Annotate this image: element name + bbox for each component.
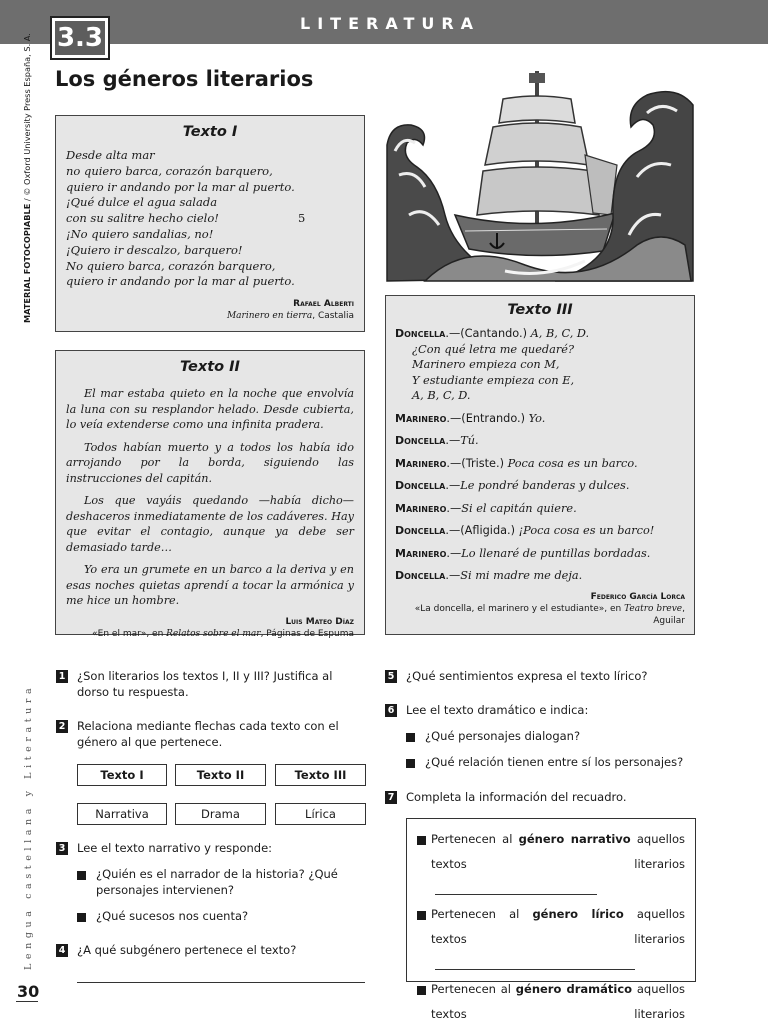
fill-in-line[interactable]	[435, 956, 635, 970]
speaker: Marinero	[395, 546, 447, 560]
summary-item-dramatico	[417, 977, 685, 1024]
question-number: 3	[56, 842, 68, 855]
prose-paragraph: Los que vayáis quedando —había dicho— deshaceros inmediatamente de los cadáveres. Hay que evitar el contagio, aunque ya debe ser demasiado tarde…	[66, 494, 354, 554]
texto-2-box	[55, 350, 365, 639]
speaker: Doncella	[395, 569, 446, 582]
question-text: Lee el texto dramático e indica:	[406, 703, 589, 717]
dash: .—	[445, 569, 461, 582]
spoken-line: Poca cosa es un barco.	[507, 456, 638, 470]
question-text: Relaciona mediante flechas cada texto con el género al que pertenece.	[77, 719, 339, 749]
bullet-icon	[417, 836, 426, 845]
match-text-2[interactable]: Texto II	[175, 764, 266, 786]
prose-paragraph: Yo era un grumete en un barco a la deriva y en esas noches quietas aprendí a tocar la armónica y me hice un hombre.	[66, 563, 354, 607]
prose-paragraph: Todos habían muerto y a todos los había ido arrojando por la borda, siguiendo las instrucciones del capitán.	[66, 440, 354, 485]
sub-question-text: ¿Quién es el narrador de la historia? ¿Qué personajes intervienen?	[96, 867, 338, 897]
page-number-rule	[16, 1001, 38, 1002]
poem-line: ¡Qué dulce el agua salada	[66, 195, 218, 210]
bullet-icon	[406, 759, 415, 768]
item-genre: género dramático	[515, 982, 633, 996]
copyright-note	[22, 33, 32, 323]
speaker: Doncella	[395, 434, 446, 447]
texto-1-box	[55, 115, 365, 332]
dash: .—	[446, 456, 462, 470]
poem-line: con su salitre hecho cielo!	[66, 211, 219, 226]
poem-line: quiero ir andando por la mar al puerto.	[66, 274, 295, 289]
stage-direction: (Triste.)	[461, 456, 508, 470]
question-number: 1	[56, 670, 68, 683]
dialogue-line	[395, 411, 685, 427]
dialogue-line	[395, 523, 685, 539]
citation-work: Teatro breve	[624, 603, 683, 614]
citation-work: Relatos sobre el mar	[166, 628, 261, 639]
bullet-icon	[77, 871, 86, 880]
item-genre: género lírico	[532, 907, 624, 921]
poem-line: no quiero barca, corazón barquero,	[66, 163, 273, 178]
question-2	[56, 719, 366, 750]
citation-work-pre: «La doncella, el marinero y el estudiante», en	[414, 603, 625, 614]
spoken-line: Tú.	[460, 434, 479, 447]
question-7	[385, 790, 695, 806]
bullet-icon	[417, 911, 426, 920]
question-6-sub-2	[406, 755, 696, 771]
dash: .—	[445, 327, 461, 340]
copyright-bold: MATERIAL FOTOCOPIABLE	[22, 203, 32, 323]
question-text: Lee el texto narrativo y responde:	[77, 841, 273, 855]
question-text: ¿Qué sentimientos expresa el texto lírico?	[406, 669, 648, 683]
speaker: Doncella	[395, 524, 446, 537]
section-title: LITERATURA	[300, 14, 481, 33]
speaker: Marinero	[395, 501, 447, 515]
spoken-line: Le pondré banderas y dulces.	[460, 479, 630, 492]
citation-publisher: , Páginas de Espuma	[260, 628, 354, 639]
stage-direction: (Cantando.)	[460, 327, 531, 340]
item-genre: género narrativo	[518, 832, 631, 846]
poem-line: Desde alta mar	[66, 148, 155, 162]
continuation-line: A, B, C, D.	[412, 389, 471, 402]
subject-label: Lengua castellana y Literatura	[23, 683, 34, 970]
prose-paragraph: El mar estaba quieto en la noche que envolvía la luna con su resplandor helado. Desde cubierta, lo veía extenderse como una infinita pradera.	[66, 387, 354, 431]
line-number: 5	[298, 211, 306, 226]
dialogue-line	[395, 568, 685, 584]
speaker: Doncella	[395, 479, 446, 492]
unit-badge	[52, 18, 108, 58]
continuation-line: Marinero empieza con M,	[412, 358, 560, 371]
dialogue-line	[395, 546, 685, 562]
dialogue-line	[395, 456, 685, 472]
bullet-icon	[77, 913, 86, 922]
fill-in-line[interactable]	[435, 881, 597, 895]
copyright-rest: / © Oxford University Press España, S. A.	[22, 33, 32, 204]
page-title: Los géneros literarios	[55, 67, 314, 91]
speaker: Marinero	[395, 411, 447, 425]
question-3-sub-2	[77, 909, 366, 925]
match-genre-narrativa[interactable]: Narrativa	[77, 803, 167, 825]
texto-1-citation	[66, 298, 354, 322]
spoken-line: Yo.	[528, 411, 546, 425]
question-3-sub-1	[77, 867, 366, 898]
bullet-icon	[406, 733, 415, 742]
dash: .—	[445, 524, 461, 537]
question-1	[56, 669, 366, 700]
question-4	[56, 943, 366, 959]
question-5	[385, 669, 695, 685]
texto-3-citation	[395, 591, 685, 627]
poem-line: ¡No quiero sandalias, no!	[66, 226, 214, 241]
match-text-3[interactable]: Texto III	[275, 764, 366, 786]
citation-author: Federico García Lorca	[590, 591, 685, 602]
spoken-line: Si mi madre me deja.	[460, 569, 583, 582]
question-text: ¿A qué subgénero pertenece el texto?	[77, 943, 297, 957]
match-genre-lirica[interactable]: Lírica	[275, 803, 366, 825]
unit-number: 3.3	[56, 23, 104, 53]
question-number: 2	[56, 720, 68, 733]
texto-2-citation	[66, 616, 354, 640]
question-3	[56, 841, 366, 857]
item-post: aquellos textos literarios	[431, 982, 685, 1021]
question-number: 5	[385, 670, 397, 683]
spoken-line: ¡Poca cosa es un barco!	[518, 524, 655, 537]
texto-3-box	[385, 295, 695, 635]
poem-line-numbered	[66, 211, 354, 227]
summary-item-lirico	[417, 902, 685, 977]
question-6	[385, 703, 695, 719]
dash: .—	[445, 479, 461, 492]
citation-work: Marinero en tierra	[226, 311, 313, 322]
citation-work-pre: «En el mar», en	[92, 628, 167, 639]
match-text-1[interactable]: Texto I	[77, 764, 167, 786]
item-pre: Pertenecen al	[431, 832, 519, 846]
dash: .—	[446, 411, 462, 425]
sub-question-text: ¿Qué personajes dialogan?	[425, 729, 581, 743]
dialogue-line	[395, 433, 685, 449]
citation-author: Rafael Alberti	[293, 299, 354, 310]
poem-line: No quiero barca, corazón barquero,	[66, 258, 276, 273]
dialogue-line	[395, 326, 685, 404]
page-number: 30	[17, 982, 40, 1001]
question-6-sub-1	[406, 729, 696, 745]
citation-publisher: , Castalia	[312, 311, 354, 322]
texto-1-poem	[66, 148, 354, 290]
texto-2-title: Texto II	[180, 359, 240, 375]
genre-summary-box	[406, 818, 696, 1021]
summary-item-narrativo	[417, 827, 685, 902]
dash: .—	[445, 434, 461, 447]
stage-direction: (Afligida.)	[460, 524, 519, 537]
citation-author: Luis Mateo Díaz	[285, 616, 354, 627]
dialogue-line	[395, 501, 685, 517]
texto-3-title: Texto III	[507, 302, 573, 318]
speaker: Doncella	[395, 327, 446, 340]
poem-line: ¡Quiero ir descalzo, barquero!	[66, 242, 243, 257]
item-post: aquellos textos literarios	[431, 832, 685, 871]
stage-direction: (Entrando.)	[461, 411, 529, 425]
dash: .—	[446, 546, 462, 560]
match-genre-drama[interactable]: Drama	[175, 803, 266, 825]
item-post: aquellos textos literarios	[431, 907, 685, 946]
spoken-line: Lo llenaré de puntillas bordadas.	[461, 546, 651, 560]
item-pre: Pertenecen al	[431, 907, 533, 921]
sub-question-text: ¿Qué relación tienen entre sí los personajes?	[425, 755, 684, 769]
bullet-icon	[417, 986, 426, 995]
dialogue-line	[395, 478, 685, 494]
dash: .—	[446, 501, 462, 515]
item-pre: Pertenecen al	[431, 982, 516, 996]
sub-question-text: ¿Qué sucesos nos cuenta?	[96, 909, 249, 923]
spoken-line: Si el capitán quiere.	[461, 501, 577, 515]
answer-line[interactable]	[77, 982, 365, 983]
citation-publisher: , Aguilar	[653, 603, 685, 626]
question-number: 4	[56, 944, 68, 957]
continuation-line: Y estudiante empieza con E,	[412, 373, 575, 387]
texto-1-title: Texto I	[182, 124, 238, 140]
question-text: Completa la información del recuadro.	[406, 790, 627, 804]
spoken-line: A, B, C, D.	[530, 327, 590, 340]
continuation-line: ¿Con qué letra me quedaré?	[412, 342, 575, 356]
poem-line: quiero ir andando por la mar al puerto.	[66, 179, 295, 194]
question-number: 6	[385, 704, 397, 717]
question-text: ¿Son literarios los textos I, II y III? Justifica al dorso tu respuesta.	[77, 669, 333, 699]
question-number: 7	[385, 791, 397, 804]
speaker: Marinero	[395, 456, 447, 470]
ship-on-waves-illustration	[385, 65, 695, 283]
